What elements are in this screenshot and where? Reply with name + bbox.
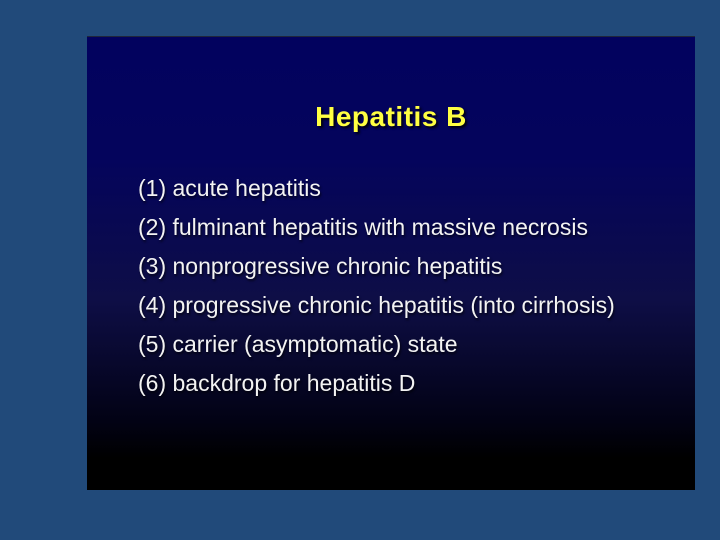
presentation-slide [87, 36, 695, 490]
list-item: (3) nonprogressive chronic hepatitis [138, 253, 503, 279]
list-item: (6) backdrop for hepatitis D [138, 370, 416, 396]
list-item: (4) progressive chronic hepatitis (into cirrhosis) [138, 292, 615, 318]
list-item: (5) carrier (asymptomatic) state [138, 331, 458, 357]
slide-body-list [138, 169, 685, 403]
slide-title: Hepatitis B [315, 101, 467, 132]
list-item: (1) acute hepatitis [138, 175, 321, 201]
list-item: (2) fulminant hepatitis with massive necrosis [138, 214, 588, 240]
